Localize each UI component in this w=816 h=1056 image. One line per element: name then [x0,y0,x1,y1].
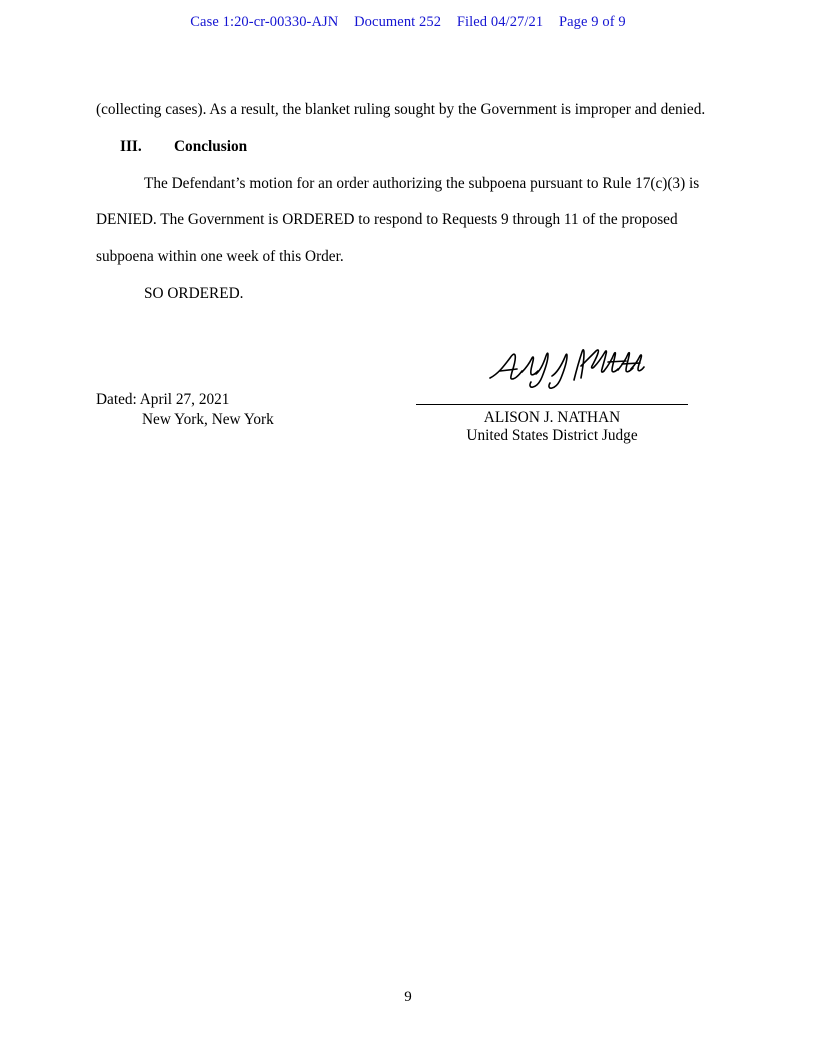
ecf-filed-date: Filed 04/27/21 [456,14,544,30]
paragraph-conclusion: The Defendant’s motion for an order authorizing the subpoena pursuant to Rule 17(c)(3) is DENIED. The Government is ORDERED to respond to Requests 9 through 11 of the proposed subpoena within one week of this Order. [96,174,700,266]
ecf-case-number: Case 1:20-cr-00330-AJN [190,14,339,30]
handwritten-signature-icon [486,340,646,394]
so-ordered-line: SO ORDERED. [144,284,244,302]
section-heading-conclusion [96,129,716,166]
section-number: III. [120,137,142,155]
ecf-document-number: Document 252 [354,14,442,30]
dated-line: Dated: April 27, 2021 [96,391,230,408]
dated-city: New York, New York [142,410,274,428]
judge-title: United States District Judge [466,427,638,444]
section-title: Conclusion [174,137,248,155]
ecf-header-stamp [0,14,816,31]
ecf-page-label: Page 9 of 9 [558,14,626,30]
page-number-footer: 9 [404,989,412,1005]
signature-line [416,404,688,405]
dated-block [96,390,274,429]
paragraph-collecting-cases: (collecting cases). As a result, the blanket ruling sought by the Government is improper and denied. [96,101,706,118]
document-body [96,92,716,313]
judge-name: ALISON J. NATHAN [483,409,621,426]
